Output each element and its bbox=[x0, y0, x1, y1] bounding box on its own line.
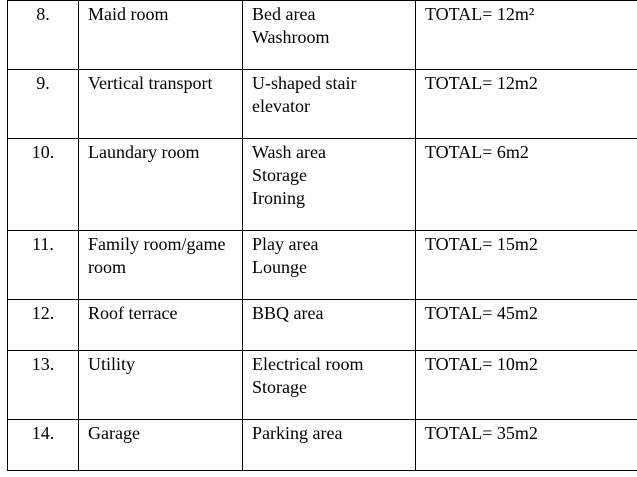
table-row bbox=[8, 231, 637, 300]
area-item: Ironing bbox=[252, 188, 305, 208]
space-program-table-container bbox=[7, 0, 637, 471]
room-total: TOTAL= 12m² bbox=[416, 1, 637, 70]
room-name: Utility bbox=[79, 351, 243, 420]
area-item: Wash area bbox=[252, 142, 327, 162]
area-item: BBQ area bbox=[252, 303, 324, 323]
table-row bbox=[8, 139, 637, 231]
area-item: elevator bbox=[252, 96, 310, 116]
table-row bbox=[8, 351, 637, 420]
room-areas bbox=[243, 351, 416, 420]
area-item: Parking area bbox=[252, 423, 343, 443]
room-total: TOTAL= 35m2 bbox=[416, 420, 637, 471]
area-item: Electrical room bbox=[252, 354, 364, 374]
room-areas bbox=[243, 300, 416, 351]
room-name: Roof terrace bbox=[79, 300, 243, 351]
row-number: 8. bbox=[8, 1, 79, 70]
room-total: TOTAL= 45m2 bbox=[416, 300, 637, 351]
table-row bbox=[8, 420, 637, 471]
room-name: Laundary room bbox=[79, 139, 243, 231]
row-number: 10. bbox=[8, 139, 79, 231]
area-item: Storage bbox=[252, 377, 307, 397]
row-number: 9. bbox=[8, 70, 79, 139]
row-number: 14. bbox=[8, 420, 79, 471]
room-name: Maid room bbox=[79, 1, 243, 70]
area-item: Play area bbox=[252, 234, 319, 254]
room-areas bbox=[243, 231, 416, 300]
room-areas bbox=[243, 70, 416, 139]
room-total: TOTAL= 12m2 bbox=[416, 70, 637, 139]
room-areas bbox=[243, 420, 416, 471]
room-name: Garage bbox=[79, 420, 243, 471]
room-total: TOTAL= 10m2 bbox=[416, 351, 637, 420]
room-name: Vertical transport bbox=[79, 70, 243, 139]
area-item: Storage bbox=[252, 165, 307, 185]
room-total: TOTAL= 6m2 bbox=[416, 139, 637, 231]
table-row bbox=[8, 300, 637, 351]
room-total: TOTAL= 15m2 bbox=[416, 231, 637, 300]
area-item: Lounge bbox=[252, 257, 307, 277]
row-number: 12. bbox=[8, 300, 79, 351]
row-number: 11. bbox=[8, 231, 79, 300]
table-row bbox=[8, 70, 637, 139]
room-areas bbox=[243, 1, 416, 70]
room-areas bbox=[243, 139, 416, 231]
area-item: Bed area bbox=[252, 4, 316, 24]
area-item: Washroom bbox=[252, 27, 330, 47]
table-row bbox=[8, 1, 637, 70]
space-program-table bbox=[7, 0, 637, 471]
room-name: Family room/game room bbox=[79, 231, 243, 300]
area-item: U-shaped stair bbox=[252, 73, 357, 93]
row-number: 13. bbox=[8, 351, 79, 420]
